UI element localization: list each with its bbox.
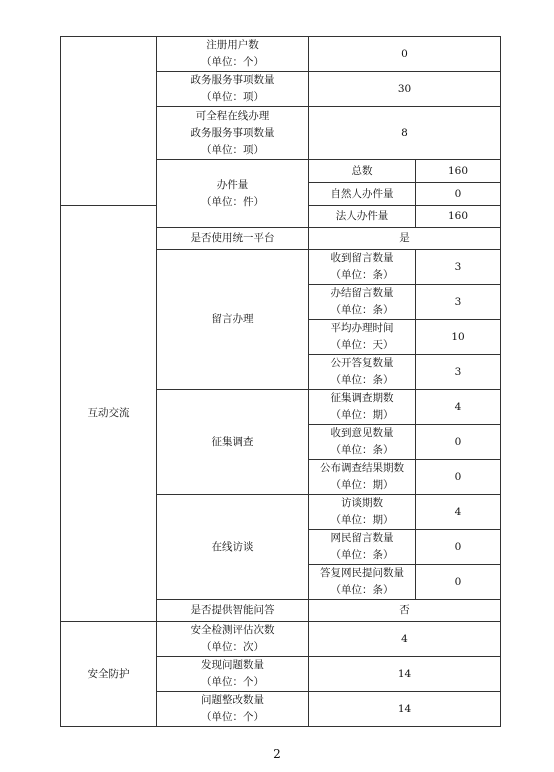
survey-results-value: 0: [416, 460, 501, 495]
survey-label: 征集调查: [157, 390, 309, 495]
netizen-messages-label: 网民留言数量 （单位：条）: [309, 530, 416, 565]
issues-fixed-value: 14: [309, 692, 501, 727]
survey-results-label: 公布调查结果期数 （单位：期）: [309, 460, 416, 495]
security-eval-label: 安全检测评估次数 （单位：次）: [157, 622, 309, 657]
service-items-value: 30: [309, 72, 501, 107]
survey-periods-label: 征集调查期数 （单位：期）: [309, 390, 416, 425]
survey-periods-value: 4: [416, 390, 501, 425]
online-items-value: 8: [309, 107, 501, 160]
answered-questions-value: 0: [416, 565, 501, 600]
interaction-section-label: 互动交流: [61, 206, 157, 622]
upper-section-cell: [61, 37, 157, 206]
handled-cases-label: 办件量 （单位：件）: [157, 160, 309, 228]
unified-platform-label: 是否使用统一平台: [157, 228, 309, 250]
message-handling-label: 留言办理: [157, 250, 309, 390]
registered-users-label: 注册用户数 （单位：个）: [157, 37, 309, 72]
received-messages-label: 收到留言数量 （单位：条）: [309, 250, 416, 285]
closed-messages-label: 办结留言数量 （单位：条）: [309, 285, 416, 320]
registered-users-value: 0: [309, 37, 501, 72]
smart-qa-label: 是否提供智能问答: [157, 600, 309, 622]
statistics-table: [60, 36, 501, 727]
security-section-label: 安全防护: [61, 622, 157, 727]
page-number: 2: [273, 747, 281, 761]
closed-messages-value: 3: [416, 285, 501, 320]
public-replies-value: 3: [416, 355, 501, 390]
public-replies-label: 公开答复数量 （单位：条）: [309, 355, 416, 390]
online-interview-label: 在线访谈: [157, 495, 309, 600]
total-value: 160: [416, 160, 501, 183]
natural-person-label: 自然人办件量: [309, 183, 416, 206]
natural-person-value: 0: [416, 183, 501, 206]
smart-qa-value: 否: [309, 600, 501, 622]
answered-questions-label: 答复网民提问数量 （单位：条）: [309, 565, 416, 600]
issues-fixed-label: 问题整改数量 （单位：个）: [157, 692, 309, 727]
total-label: 总数: [309, 160, 416, 183]
opinions-value: 0: [416, 425, 501, 460]
average-time-value: 10: [416, 320, 501, 355]
service-items-label: 政务服务事项数量 （单位：项）: [157, 72, 309, 107]
interview-periods-value: 4: [416, 495, 501, 530]
issues-found-label: 发现问题数量 （单位：个）: [157, 657, 309, 692]
online-items-label: 可全程在线办理 政务服务事项数量 （单位：项）: [157, 107, 309, 160]
average-time-label: 平均办理时间 （单位：天）: [309, 320, 416, 355]
issues-found-value: 14: [309, 657, 501, 692]
security-eval-value: 4: [309, 622, 501, 657]
received-messages-value: 3: [416, 250, 501, 285]
unified-platform-value: 是: [309, 228, 501, 250]
opinions-label: 收到意见数量 （单位：条）: [309, 425, 416, 460]
legal-person-label: 法人办件量: [309, 206, 416, 228]
interview-periods-label: 访谈期数 （单位：期）: [309, 495, 416, 530]
legal-person-value: 160: [416, 206, 501, 228]
netizen-messages-value: 0: [416, 530, 501, 565]
